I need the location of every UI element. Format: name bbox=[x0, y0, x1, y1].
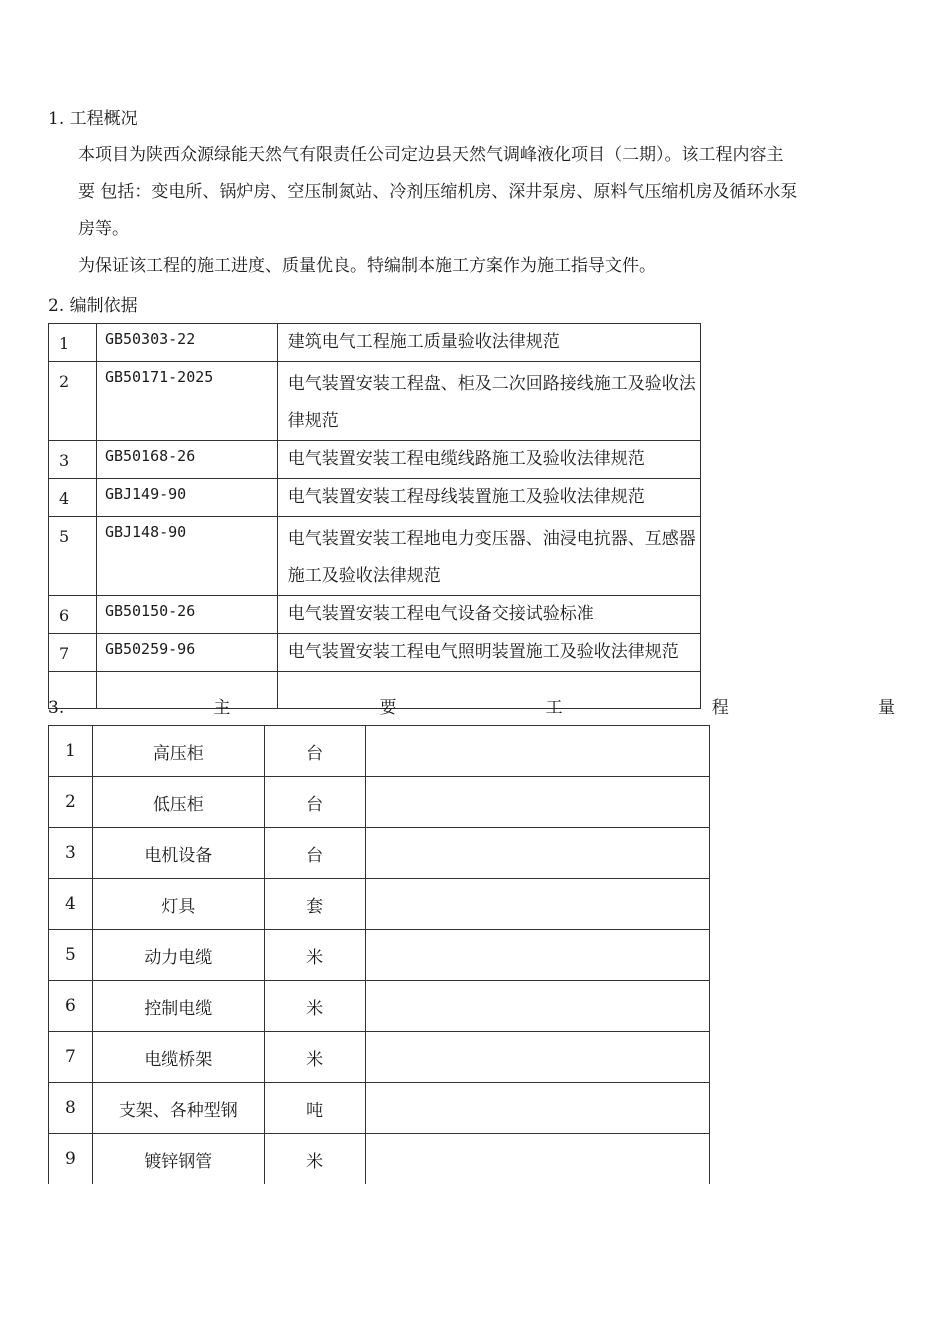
item-name: 电机设备 bbox=[92, 828, 264, 879]
standard-name: 电气装置安装工程盘、柜及二次回路接线施工及验收法律规范 bbox=[277, 362, 700, 441]
standard-name-text: 电气装置安装工程电气照明装置施工及验收法律规范 bbox=[287, 642, 679, 662]
item-unit: 米 bbox=[264, 1134, 365, 1185]
row-number: 2 bbox=[49, 362, 97, 441]
quantity-cell bbox=[365, 930, 709, 981]
quantity-cell bbox=[365, 777, 709, 828]
standards-table bbox=[48, 323, 701, 709]
table-row bbox=[49, 981, 710, 1032]
heading-char: 程 bbox=[711, 698, 729, 718]
standard-code: GBJ149-90 bbox=[96, 479, 277, 517]
heading-char: 3. bbox=[48, 698, 65, 718]
row-number: 3 bbox=[49, 828, 93, 879]
item-unit: 米 bbox=[264, 981, 365, 1032]
section2-heading: 2. 编制依据 bbox=[48, 296, 138, 316]
table-row bbox=[49, 479, 701, 517]
table-row bbox=[49, 1032, 710, 1083]
item-name: 电缆桥架 bbox=[92, 1032, 264, 1083]
item-name: 控制电缆 bbox=[92, 981, 264, 1032]
quantity-cell bbox=[365, 1134, 709, 1185]
quantity-cell bbox=[365, 1083, 709, 1134]
standard-code: GB50168-26 bbox=[96, 441, 277, 479]
section1-paragraph bbox=[78, 137, 908, 285]
item-name: 动力电缆 bbox=[92, 930, 264, 981]
table-row bbox=[49, 517, 701, 596]
row-number: 1 bbox=[49, 726, 93, 777]
row-number: 7 bbox=[49, 1032, 93, 1083]
heading-char: 工 bbox=[545, 698, 563, 718]
row-number: 4 bbox=[49, 479, 97, 517]
item-unit: 米 bbox=[264, 1032, 365, 1083]
item-name: 高压柜 bbox=[92, 726, 264, 777]
quantity-cell bbox=[365, 828, 709, 879]
table-row bbox=[49, 828, 710, 879]
item-unit: 台 bbox=[264, 828, 365, 879]
row-number: 8 bbox=[49, 1083, 93, 1134]
quantity-cell bbox=[365, 1032, 709, 1083]
quantity-cell bbox=[365, 879, 709, 930]
standard-name: 电气装置安装工程母线装置施工及验收法律规范 bbox=[277, 479, 700, 517]
section1-heading: 1. 工程概况 bbox=[48, 109, 138, 129]
table-row bbox=[49, 596, 701, 634]
table-row bbox=[49, 362, 701, 441]
table-row bbox=[49, 634, 701, 672]
item-unit: 台 bbox=[264, 726, 365, 777]
table-row bbox=[49, 1083, 710, 1134]
table-row bbox=[49, 930, 710, 981]
row-number: 9 bbox=[49, 1134, 93, 1185]
quantity-cell bbox=[365, 726, 709, 777]
table-row bbox=[49, 324, 701, 362]
row-number: 6 bbox=[49, 596, 97, 634]
quantity-cell bbox=[365, 981, 709, 1032]
item-name: 支架、各种型钢 bbox=[92, 1083, 264, 1134]
paragraph-line: 房等。 bbox=[78, 219, 129, 239]
table-row bbox=[49, 879, 710, 930]
row-number: 5 bbox=[49, 930, 93, 981]
item-name: 镀锌钢管 bbox=[92, 1134, 264, 1185]
row-number: 1 bbox=[49, 324, 97, 362]
section3-heading bbox=[48, 697, 895, 719]
heading-char: 量 bbox=[877, 698, 895, 718]
paragraph-line: 为保证该工程的施工进度、质量优良。特编制本施工方案作为施工指导文件。 bbox=[78, 256, 656, 276]
item-unit: 套 bbox=[264, 879, 365, 930]
item-name: 低压柜 bbox=[92, 777, 264, 828]
standard-name: 电气装置安装工程电缆线路施工及验收法律规范 bbox=[277, 441, 700, 479]
standard-code: GB50150-26 bbox=[96, 596, 277, 634]
standard-name: 电气装置安装工程地电力变压器、油浸电抗器、互感器施工及验收法律规范 bbox=[277, 517, 700, 596]
table-row bbox=[49, 1134, 710, 1185]
paragraph-line: 本项目为陕西众源绿能天然气有限责任公司定边县天然气调峰液化项目（二期）。该工程内容主 bbox=[78, 145, 784, 165]
row-number: 3 bbox=[49, 441, 97, 479]
heading-char: 主 bbox=[213, 698, 231, 718]
item-unit: 台 bbox=[264, 777, 365, 828]
row-number: 6 bbox=[49, 981, 93, 1032]
heading-char: 要 bbox=[379, 698, 397, 718]
item-name: 灯具 bbox=[92, 879, 264, 930]
standard-name: 电气装置安装工程电气设备交接试验标准 bbox=[277, 596, 700, 634]
row-number: 4 bbox=[49, 879, 93, 930]
standard-name: 建筑电气工程施工质量验收法律规范 bbox=[277, 324, 700, 362]
row-number: 2 bbox=[49, 777, 93, 828]
row-number: 5 bbox=[49, 517, 97, 596]
row-number: 7 bbox=[49, 634, 97, 672]
item-unit: 吨 bbox=[264, 1083, 365, 1134]
standard-code: GB50259-96 bbox=[96, 634, 277, 672]
table-row bbox=[49, 441, 701, 479]
table-row bbox=[49, 777, 710, 828]
paragraph-line: 要 包括：变电所、锅炉房、空压制氮站、冷剂压缩机房、深井泵房、原料气压缩机房及循环水泵 bbox=[78, 182, 798, 202]
quantities-table bbox=[48, 725, 710, 1184]
standard-code: GBJ148-90 bbox=[96, 517, 277, 596]
standard-code: GB50171-2025 bbox=[96, 362, 277, 441]
standard-code: GB50303-22 bbox=[96, 324, 277, 362]
table-row bbox=[49, 726, 710, 777]
item-unit: 米 bbox=[264, 930, 365, 981]
standard-name bbox=[277, 634, 700, 672]
